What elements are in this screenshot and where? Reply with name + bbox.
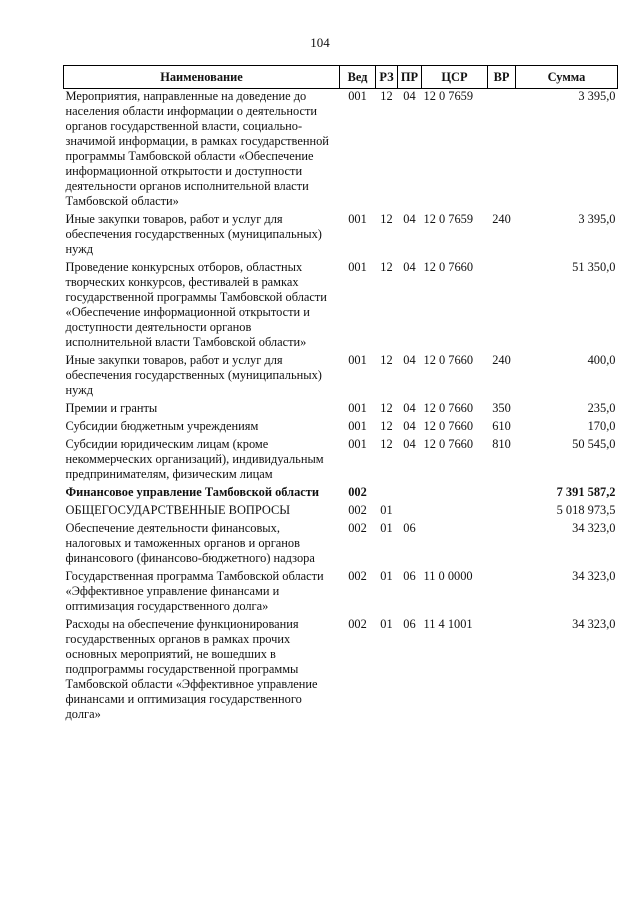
cell-sum: 3 395,0	[578, 89, 616, 103]
table-row	[64, 212, 618, 260]
cell-name: Государственная программа Тамбовской области «Эффективное управление финансами и оптимизация государственного долга»	[65, 569, 324, 613]
cell-csr	[422, 503, 488, 521]
cell-rz: 01	[380, 521, 393, 535]
table-row	[64, 401, 618, 419]
cell-csr: 12 0 7659	[423, 89, 474, 103]
column-header-rz: РЗ	[376, 66, 398, 89]
table-row	[64, 260, 618, 353]
cell-pr: 04	[403, 437, 416, 451]
cell-sum: 400,0	[587, 353, 616, 367]
cell-name: Субсидии юридическим лицам (кроме некоммерческих организаций), индивидуальным предпринимателям, физическим лицам	[65, 437, 324, 481]
cell-pr	[398, 503, 422, 521]
cell-vr	[488, 89, 516, 213]
table-row	[64, 89, 618, 213]
cell-pr: 06	[403, 521, 416, 535]
cell-ved: 001	[348, 401, 367, 415]
cell-sum: 50 545,0	[572, 437, 616, 451]
cell-vr	[488, 617, 516, 725]
cell-vr: 240	[492, 353, 511, 367]
cell-sum: 5 018 973,5	[556, 503, 616, 517]
cell-sum: 51 350,0	[572, 260, 616, 274]
table-row	[64, 419, 618, 437]
column-header-name: Наименование	[64, 66, 340, 89]
cell-name: Иные закупки товаров, работ и услуг для обеспечения государственных (муниципальных) нужд	[65, 212, 322, 256]
cell-rz: 01	[380, 503, 393, 517]
cell-vr: 350	[492, 401, 511, 415]
cell-rz: 12	[380, 260, 393, 274]
table-row	[64, 353, 618, 401]
cell-rz: 12	[380, 353, 393, 367]
table-row	[64, 485, 618, 503]
cell-ved: 001	[348, 260, 367, 274]
cell-vr	[488, 485, 516, 503]
cell-csr: 12 0 7660	[423, 353, 474, 367]
cell-pr: 04	[403, 419, 416, 433]
cell-name: Обеспечение деятельности финансовых, налоговых и таможенных органов и органов финансового (финансово-бюджетного) надзора	[65, 521, 315, 565]
cell-csr: 11 0 0000	[423, 569, 473, 583]
cell-sum: 170,0	[587, 419, 616, 433]
cell-name: Проведение конкурсных отборов, областных творческих конкурсов, фестивалей в рамках государственной программы Тамбовской области «Обеспечение информационной открытости и доступности деятельности органов исполнительной власти Тамбовской области»	[65, 260, 327, 349]
cell-csr: 12 0 7660	[423, 260, 474, 274]
cell-pr: 04	[403, 260, 416, 274]
cell-csr: 11 4 1001	[423, 617, 473, 631]
cell-csr: 12 0 7660	[423, 419, 474, 433]
cell-ved: 002	[348, 521, 367, 535]
cell-csr	[422, 485, 488, 503]
cell-name: ОБЩЕГОСУДАРСТВЕННЫЕ ВОПРОСЫ	[65, 503, 291, 517]
cell-pr: 04	[403, 212, 416, 226]
table-row	[64, 521, 618, 569]
page-number: 104	[310, 35, 330, 50]
cell-ved: 002	[348, 485, 367, 499]
cell-vr: 610	[492, 419, 511, 433]
cell-vr	[488, 521, 516, 569]
cell-ved: 002	[348, 617, 367, 631]
table-header-row	[64, 66, 618, 89]
cell-pr: 04	[403, 89, 416, 103]
cell-ved: 002	[348, 569, 367, 583]
cell-ved: 001	[348, 212, 367, 226]
column-header-pr: ПР	[398, 66, 422, 89]
cell-vr: 810	[492, 437, 511, 451]
table-row	[64, 569, 618, 617]
cell-sum: 34 323,0	[572, 569, 616, 583]
cell-ved: 001	[348, 437, 367, 451]
cell-ved: 001	[348, 353, 367, 367]
cell-name: Премии и гранты	[65, 401, 158, 415]
column-header-vr: ВР	[488, 66, 516, 89]
cell-name: Расходы на обеспечение функционирования государственных органов в рамках прочих основных мероприятий, не вошедших в подпрограммы государственной программы Тамбовской области «Эффективное управление финансами и оптимизация государственного долга»	[65, 617, 318, 721]
cell-vr	[488, 260, 516, 353]
cell-pr: 04	[403, 401, 416, 415]
cell-csr	[422, 521, 488, 569]
cell-rz: 12	[380, 419, 393, 433]
cell-rz: 01	[380, 617, 393, 631]
cell-pr: 06	[403, 569, 416, 583]
cell-pr: 04	[403, 353, 416, 367]
cell-name: Иные закупки товаров, работ и услуг для обеспечения государственных (муниципальных) нужд	[65, 353, 322, 397]
cell-name: Мероприятия, направленные на доведение до населения области информации о деятельности органов государственной власти, социально-значимой информации, в рамках государственной программы Тамбовской области «Обеспечение информационной открытости и доступности деятельности органов исполнительной власти Тамбовской области»	[65, 89, 329, 208]
cell-rz: 12	[380, 89, 393, 103]
cell-vr	[488, 503, 516, 521]
cell-rz: 12	[380, 401, 393, 415]
column-header-ved: Вед	[340, 66, 376, 89]
cell-sum: 7 391 587,2	[556, 485, 616, 499]
cell-csr: 12 0 7660	[423, 401, 474, 415]
cell-vr: 240	[492, 212, 511, 226]
cell-ved: 001	[348, 89, 367, 103]
cell-rz	[376, 485, 398, 503]
cell-sum: 34 323,0	[572, 521, 616, 535]
column-header-sum: Сумма	[516, 66, 618, 89]
cell-sum: 34 323,0	[572, 617, 616, 631]
column-header-csr: ЦСР	[422, 66, 488, 89]
cell-pr: 06	[403, 617, 416, 631]
cell-rz: 01	[380, 569, 393, 583]
table-row	[64, 617, 618, 725]
cell-ved: 002	[348, 503, 367, 517]
cell-sum: 3 395,0	[578, 212, 616, 226]
cell-csr: 12 0 7660	[423, 437, 474, 451]
cell-name: Субсидии бюджетным учреждениям	[65, 419, 259, 433]
cell-vr	[488, 569, 516, 617]
cell-csr: 12 0 7659	[423, 212, 474, 226]
cell-pr	[398, 485, 422, 503]
cell-name: Финансовое управление Тамбовской области	[65, 485, 320, 499]
table-row	[64, 503, 618, 521]
cell-rz: 12	[380, 437, 393, 451]
cell-ved: 001	[348, 419, 367, 433]
cell-rz: 12	[380, 212, 393, 226]
budget-table	[63, 65, 618, 725]
table-row	[64, 437, 618, 485]
cell-sum: 235,0	[587, 401, 616, 415]
